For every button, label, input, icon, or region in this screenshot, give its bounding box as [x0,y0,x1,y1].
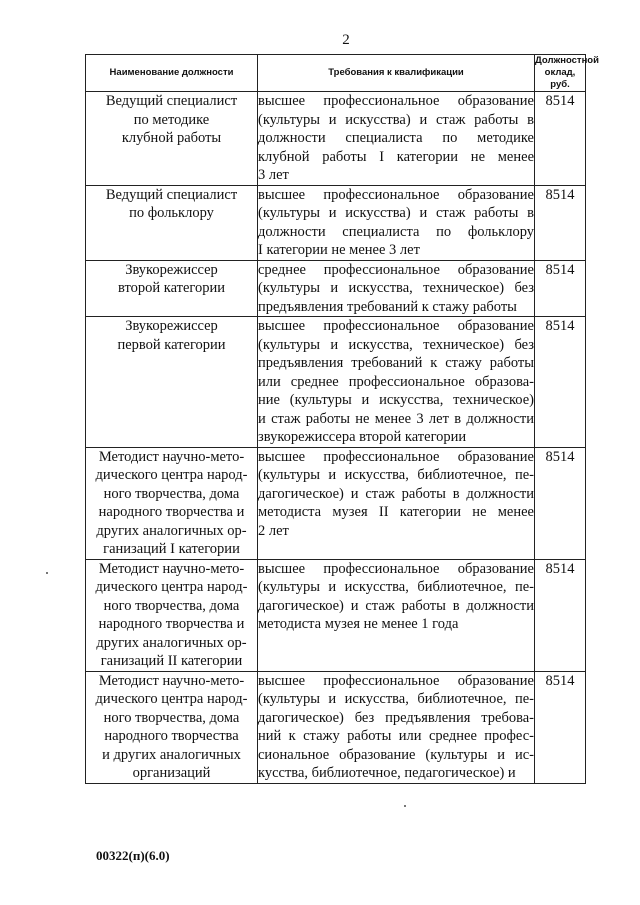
requirements-line: (культуры и искусства, техническое) без [258,336,534,353]
table-row [86,559,586,671]
salary-cell: 8514 [535,185,586,260]
position-name-line: Звукорежиссер [125,261,218,278]
position-name-line: по фольклору [129,205,214,221]
header-salary-line2: оклад, руб. [544,67,576,90]
position-name-cell [86,559,258,671]
requirements-cell [258,260,535,317]
position-name-cell [86,260,258,317]
requirements-line: среднее профессиональное образование [258,261,534,278]
requirements-line: должности специалиста по фольклору [258,223,534,240]
requirements-cell [258,317,535,448]
header-salary-line1: Должностной [535,55,599,66]
requirements-line: высшее профессиональное образование [258,560,534,577]
position-name-line: других аналогичных ор- [96,634,247,651]
position-name-cell [86,447,258,559]
salary-cell: 8514 [535,92,586,186]
requirements-line: высшее профессиональное образование [258,186,534,203]
position-name-cell [86,185,258,260]
header-salary [535,55,599,92]
requirements-line: звукорежиссера второй категории [258,429,467,445]
requirements-line: сиональное образование (культуры и ис- [258,746,534,763]
requirements-line: предъявления требований к стажу работы [258,355,534,371]
requirements-cell [258,92,535,186]
position-name-line: Ведущий специалист [105,93,238,109]
requirements-line: клубной работы I категории не менее [258,148,534,165]
position-name-line: дического центра народ- [95,579,248,595]
position-name-line: Методист научно-мето- [98,448,245,465]
table-row [86,185,586,260]
requirements-line: (культуры и искусства) и стаж работы в [258,111,534,128]
table-row [86,317,586,448]
position-name-line: Методист научно-мето- [98,560,245,577]
requirements-line: 3 лет [258,167,289,183]
salary-cell: 8514 [535,559,586,671]
requirements-cell [258,559,535,671]
salary-cell: 8514 [535,260,586,317]
position-name-line: первой категории [117,336,226,353]
position-name-line: ганизаций II категории [100,653,243,669]
position-name-line: ного творчества, дома [103,709,240,726]
requirements-line: (культуры и искусства, библиотечное, пе- [258,579,534,595]
requirements-line: методиста музея не менее 1 года [258,616,459,632]
document-code: 00322(п)(6.0) [96,848,170,863]
position-name-line: Методист научно-мето- [98,672,245,689]
requirements-line: дагогическое) без предъявления требова- [258,709,534,726]
salary-cell: 8514 [535,317,586,448]
position-name-line: и других аналогичных [102,746,241,763]
requirements-line: 2 лет [258,522,289,539]
requirements-line: (культуры и искусства, техническое) без [258,280,534,296]
requirements-line: I категории не менее 3 лет [258,242,420,258]
requirements-line: ние (культуры и искусства, техническое) [258,392,534,408]
position-name-line: народного творчества и [98,504,245,520]
requirements-line: (культуры и искусства, библиотечное, пе- [258,691,534,707]
position-name-line: дического центра народ- [95,691,248,707]
page-number: 2 [342,32,350,48]
table-header-row [86,55,586,92]
requirements-cell [258,671,535,783]
requirements-line: высшее профессиональное образование [258,448,534,465]
position-name-line: ного творчества, дома [103,597,240,614]
scan-speck [404,805,406,807]
requirements-line: предъявления требований к стажу работы [258,298,517,315]
header-position: Наименование должности [86,55,258,92]
requirements-line: (культуры и искусства) и стаж работы в [258,205,534,221]
requirements-line: высшее профессиональное образование [258,672,534,689]
requirements-line: высшее профессиональное образование [258,93,534,109]
requirements-line: должности специалиста по методике [258,130,534,146]
position-name-line: Ведущий специалист [105,186,238,203]
position-name-cell [86,671,258,783]
position-name-cell [86,92,258,186]
position-name-line: народного творчества и [98,616,245,632]
position-name-line: второй категории [117,280,226,296]
position-name-cell [86,317,258,448]
requirements-line: дагогическое) и стаж работы в должности [258,597,534,614]
header-requirements: Требования к квалификации [258,55,535,92]
position-name-line: Звукорежиссер [125,318,218,334]
position-name-line: клубной работы [121,130,222,146]
requirements-line: дагогическое) и стаж работы в должности [258,485,534,502]
salary-cell: 8514 [535,671,586,783]
salary-cell: 8514 [535,447,586,559]
position-name-line: по методике [133,111,210,128]
requirements-line: высшее профессиональное образование [258,318,534,334]
position-name-line: ганизаций I категории [103,541,240,557]
requirements-line: и стаж работы не менее 3 лет в должности [258,410,534,427]
requirements-line: кусства, библиотечное, педагогическое) и [258,765,516,781]
table-row [86,671,586,783]
position-name-line: других аналогичных ор- [96,522,247,539]
requirements-line: (культуры и искусства, библиотечное, пе- [258,467,534,483]
requirements-line: методиста музея II категории не менее [258,504,534,520]
requirements-line: ний к стажу работы или среднее профес- [258,728,534,744]
scan-speck [46,572,48,574]
table-row [86,92,586,186]
table-row [86,260,586,317]
requirements-cell [258,447,535,559]
position-name-line: ного творчества, дома [103,485,240,502]
position-name-line: дического центра народ- [95,467,248,483]
requirements-line: или среднее профессиональное образова- [258,373,534,390]
table-row [86,447,586,559]
requirements-cell [258,185,535,260]
position-name-line: организаций [132,765,211,781]
position-name-line: народного творчества [104,728,239,744]
qualification-table [85,54,599,784]
